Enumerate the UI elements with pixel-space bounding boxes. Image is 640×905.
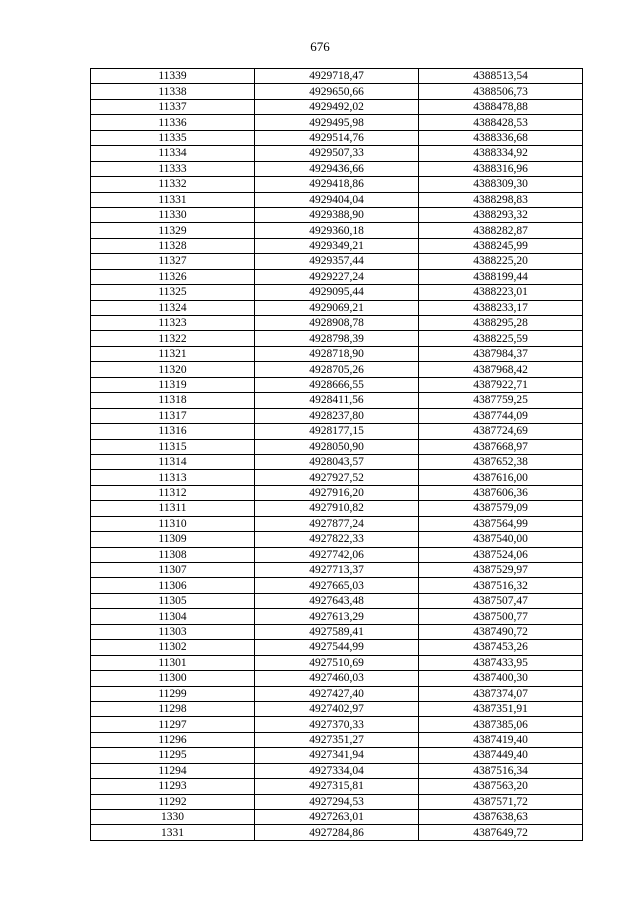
point-number-cell: 11301 <box>91 655 255 670</box>
x-coordinate-cell: 4927742,06 <box>255 547 419 562</box>
table-row <box>91 732 583 747</box>
point-number-cell: 11305 <box>91 593 255 608</box>
x-coordinate-cell: 4929349,21 <box>255 238 419 253</box>
page-number: 676 <box>310 39 330 54</box>
y-coordinate-cell: 4387540,00 <box>419 532 583 547</box>
x-coordinate-cell: 4929492,02 <box>255 99 419 114</box>
x-coordinate-cell: 4927263,01 <box>255 810 419 825</box>
y-coordinate-cell: 4387490,72 <box>419 624 583 639</box>
x-coordinate-cell: 4927460,03 <box>255 671 419 686</box>
table-row <box>91 238 583 253</box>
x-coordinate-cell: 4927341,94 <box>255 748 419 763</box>
point-number-cell: 11335 <box>91 130 255 145</box>
x-coordinate-cell: 4927284,86 <box>255 825 419 840</box>
y-coordinate-cell: 4388223,01 <box>419 285 583 300</box>
x-coordinate-cell: 4929495,98 <box>255 115 419 130</box>
table-row <box>91 624 583 639</box>
table-row <box>91 300 583 315</box>
x-coordinate-cell: 4928705,26 <box>255 362 419 377</box>
table-row <box>91 362 583 377</box>
point-number-cell: 11327 <box>91 254 255 269</box>
point-number-cell: 11332 <box>91 177 255 192</box>
x-coordinate-cell: 4927927,52 <box>255 470 419 485</box>
table-row <box>91 532 583 547</box>
point-number-cell: 11299 <box>91 686 255 701</box>
x-coordinate-cell: 4928908,78 <box>255 316 419 331</box>
x-coordinate-cell: 4927877,24 <box>255 516 419 531</box>
x-coordinate-cell: 4927370,33 <box>255 717 419 732</box>
table-row <box>91 346 583 361</box>
y-coordinate-cell: 4387374,07 <box>419 686 583 701</box>
y-coordinate-cell: 4388298,83 <box>419 192 583 207</box>
y-coordinate-cell: 4387400,30 <box>419 671 583 686</box>
y-coordinate-cell: 4387668,97 <box>419 439 583 454</box>
x-coordinate-cell: 4927613,29 <box>255 609 419 624</box>
point-number-cell: 11303 <box>91 624 255 639</box>
table-row <box>91 671 583 686</box>
y-coordinate-cell: 4387579,09 <box>419 501 583 516</box>
x-coordinate-cell: 4928237,80 <box>255 408 419 423</box>
table-row <box>91 192 583 207</box>
point-number-cell: 11307 <box>91 563 255 578</box>
x-coordinate-cell: 4929418,86 <box>255 177 419 192</box>
point-number-cell: 11300 <box>91 671 255 686</box>
x-coordinate-cell: 4928050,90 <box>255 439 419 454</box>
table-row <box>91 316 583 331</box>
table-row <box>91 810 583 825</box>
y-coordinate-cell: 4387968,42 <box>419 362 583 377</box>
y-coordinate-cell: 4388295,28 <box>419 316 583 331</box>
point-number-cell: 11314 <box>91 454 255 469</box>
table-row <box>91 655 583 670</box>
point-number-cell: 11326 <box>91 269 255 284</box>
point-number-cell: 11339 <box>91 69 255 84</box>
y-coordinate-cell: 4387453,26 <box>419 640 583 655</box>
y-coordinate-cell: 4387759,25 <box>419 393 583 408</box>
y-coordinate-cell: 4387638,63 <box>419 810 583 825</box>
x-coordinate-cell: 4929357,44 <box>255 254 419 269</box>
table-row <box>91 146 583 161</box>
y-coordinate-cell: 4387500,77 <box>419 609 583 624</box>
x-coordinate-cell: 4929095,44 <box>255 285 419 300</box>
point-number-cell: 1331 <box>91 825 255 840</box>
table-row <box>91 331 583 346</box>
point-number-cell: 11316 <box>91 424 255 439</box>
table-row <box>91 470 583 485</box>
point-number-cell: 11313 <box>91 470 255 485</box>
point-number-cell: 11329 <box>91 223 255 238</box>
x-coordinate-cell: 4927334,04 <box>255 763 419 778</box>
y-coordinate-cell: 4388506,73 <box>419 84 583 99</box>
table-row <box>91 779 583 794</box>
point-number-cell: 11330 <box>91 207 255 222</box>
point-number-cell: 11322 <box>91 331 255 346</box>
table-row <box>91 485 583 500</box>
point-number-cell: 11323 <box>91 316 255 331</box>
table-row <box>91 686 583 701</box>
y-coordinate-cell: 4387433,95 <box>419 655 583 670</box>
x-coordinate-cell: 4927544,99 <box>255 640 419 655</box>
point-number-cell: 11337 <box>91 99 255 114</box>
table-row <box>91 609 583 624</box>
coordinates-table <box>90 68 583 841</box>
x-coordinate-cell: 4927427,40 <box>255 686 419 701</box>
y-coordinate-cell: 4387385,06 <box>419 717 583 732</box>
point-number-cell: 11311 <box>91 501 255 516</box>
y-coordinate-cell: 4387351,91 <box>419 701 583 716</box>
x-coordinate-cell: 4928177,15 <box>255 424 419 439</box>
x-coordinate-cell: 4929360,18 <box>255 223 419 238</box>
coordinates-table-body <box>91 69 583 841</box>
x-coordinate-cell: 4927822,33 <box>255 532 419 547</box>
y-coordinate-cell: 4388225,20 <box>419 254 583 269</box>
x-coordinate-cell: 4927510,69 <box>255 655 419 670</box>
x-coordinate-cell: 4927643,48 <box>255 593 419 608</box>
table-row <box>91 207 583 222</box>
y-coordinate-cell: 4387616,00 <box>419 470 583 485</box>
point-number-cell: 11321 <box>91 346 255 361</box>
x-coordinate-cell: 4929650,66 <box>255 84 419 99</box>
y-coordinate-cell: 4388336,68 <box>419 130 583 145</box>
table-row <box>91 161 583 176</box>
x-coordinate-cell: 4927665,03 <box>255 578 419 593</box>
point-number-cell: 11293 <box>91 779 255 794</box>
y-coordinate-cell: 4387724,69 <box>419 424 583 439</box>
y-coordinate-cell: 4388309,30 <box>419 177 583 192</box>
y-coordinate-cell: 4388316,96 <box>419 161 583 176</box>
y-coordinate-cell: 4387529,97 <box>419 563 583 578</box>
y-coordinate-cell: 4387922,71 <box>419 377 583 392</box>
y-coordinate-cell: 4387516,34 <box>419 763 583 778</box>
point-number-cell: 11320 <box>91 362 255 377</box>
x-coordinate-cell: 4929718,47 <box>255 69 419 84</box>
table-row <box>91 130 583 145</box>
x-coordinate-cell: 4929069,21 <box>255 300 419 315</box>
point-number-cell: 11324 <box>91 300 255 315</box>
y-coordinate-cell: 4387564,99 <box>419 516 583 531</box>
table-row <box>91 547 583 562</box>
y-coordinate-cell: 4388293,32 <box>419 207 583 222</box>
point-number-cell: 11319 <box>91 377 255 392</box>
point-number-cell: 11331 <box>91 192 255 207</box>
y-coordinate-cell: 4388225,59 <box>419 331 583 346</box>
y-coordinate-cell: 4388199,44 <box>419 269 583 284</box>
y-coordinate-cell: 4387524,06 <box>419 547 583 562</box>
point-number-cell: 11312 <box>91 485 255 500</box>
point-number-cell: 11318 <box>91 393 255 408</box>
table-row <box>91 578 583 593</box>
point-number-cell: 11328 <box>91 238 255 253</box>
table-row <box>91 748 583 763</box>
table-row <box>91 701 583 716</box>
point-number-cell: 11302 <box>91 640 255 655</box>
table-row <box>91 501 583 516</box>
table-row <box>91 640 583 655</box>
point-number-cell: 1330 <box>91 810 255 825</box>
point-number-cell: 11317 <box>91 408 255 423</box>
table-row <box>91 285 583 300</box>
table-row <box>91 593 583 608</box>
table-row <box>91 115 583 130</box>
x-coordinate-cell: 4927294,53 <box>255 794 419 809</box>
y-coordinate-cell: 4387449,40 <box>419 748 583 763</box>
y-coordinate-cell: 4387419,40 <box>419 732 583 747</box>
y-coordinate-cell: 4388478,88 <box>419 99 583 114</box>
y-coordinate-cell: 4387984,37 <box>419 346 583 361</box>
y-coordinate-cell: 4387744,09 <box>419 408 583 423</box>
x-coordinate-cell: 4928718,90 <box>255 346 419 361</box>
table-row <box>91 177 583 192</box>
x-coordinate-cell: 4928043,57 <box>255 454 419 469</box>
y-coordinate-cell: 4387563,20 <box>419 779 583 794</box>
table-row <box>91 563 583 578</box>
x-coordinate-cell: 4928666,55 <box>255 377 419 392</box>
point-number-cell: 11295 <box>91 748 255 763</box>
point-number-cell: 11315 <box>91 439 255 454</box>
point-number-cell: 11306 <box>91 578 255 593</box>
x-coordinate-cell: 4929227,24 <box>255 269 419 284</box>
point-number-cell: 11336 <box>91 115 255 130</box>
y-coordinate-cell: 4387606,36 <box>419 485 583 500</box>
y-coordinate-cell: 4387516,32 <box>419 578 583 593</box>
x-coordinate-cell: 4927916,20 <box>255 485 419 500</box>
table-row <box>91 825 583 840</box>
y-coordinate-cell: 4388334,92 <box>419 146 583 161</box>
point-number-cell: 11310 <box>91 516 255 531</box>
point-number-cell: 11338 <box>91 84 255 99</box>
x-coordinate-cell: 4929507,33 <box>255 146 419 161</box>
table-row <box>91 454 583 469</box>
point-number-cell: 11309 <box>91 532 255 547</box>
y-coordinate-cell: 4388513,54 <box>419 69 583 84</box>
y-coordinate-cell: 4388282,87 <box>419 223 583 238</box>
table-row <box>91 439 583 454</box>
table-row <box>91 84 583 99</box>
y-coordinate-cell: 4388245,99 <box>419 238 583 253</box>
x-coordinate-cell: 4928411,56 <box>255 393 419 408</box>
point-number-cell: 11297 <box>91 717 255 732</box>
table-row <box>91 393 583 408</box>
table-row <box>91 69 583 84</box>
table-row <box>91 794 583 809</box>
table-row <box>91 99 583 114</box>
table-row <box>91 717 583 732</box>
y-coordinate-cell: 4388428,53 <box>419 115 583 130</box>
y-coordinate-cell: 4387571,72 <box>419 794 583 809</box>
x-coordinate-cell: 4928798,39 <box>255 331 419 346</box>
point-number-cell: 11294 <box>91 763 255 778</box>
x-coordinate-cell: 4927402,97 <box>255 701 419 716</box>
x-coordinate-cell: 4927315,81 <box>255 779 419 794</box>
x-coordinate-cell: 4929388,90 <box>255 207 419 222</box>
x-coordinate-cell: 4927589,41 <box>255 624 419 639</box>
x-coordinate-cell: 4927351,27 <box>255 732 419 747</box>
table-row <box>91 269 583 284</box>
y-coordinate-cell: 4387507,47 <box>419 593 583 608</box>
x-coordinate-cell: 4927713,37 <box>255 563 419 578</box>
y-coordinate-cell: 4388233,17 <box>419 300 583 315</box>
point-number-cell: 11308 <box>91 547 255 562</box>
point-number-cell: 11334 <box>91 146 255 161</box>
table-row <box>91 377 583 392</box>
point-number-cell: 11304 <box>91 609 255 624</box>
y-coordinate-cell: 4387652,38 <box>419 454 583 469</box>
table-row <box>91 254 583 269</box>
x-coordinate-cell: 4927910,82 <box>255 501 419 516</box>
point-number-cell: 11325 <box>91 285 255 300</box>
point-number-cell: 11333 <box>91 161 255 176</box>
table-row <box>91 408 583 423</box>
table-row <box>91 516 583 531</box>
x-coordinate-cell: 4929436,66 <box>255 161 419 176</box>
x-coordinate-cell: 4929404,04 <box>255 192 419 207</box>
table-row <box>91 424 583 439</box>
x-coordinate-cell: 4929514,76 <box>255 130 419 145</box>
point-number-cell: 11296 <box>91 732 255 747</box>
table-row <box>91 223 583 238</box>
y-coordinate-cell: 4387649,72 <box>419 825 583 840</box>
point-number-cell: 11292 <box>91 794 255 809</box>
table-row <box>91 763 583 778</box>
point-number-cell: 11298 <box>91 701 255 716</box>
